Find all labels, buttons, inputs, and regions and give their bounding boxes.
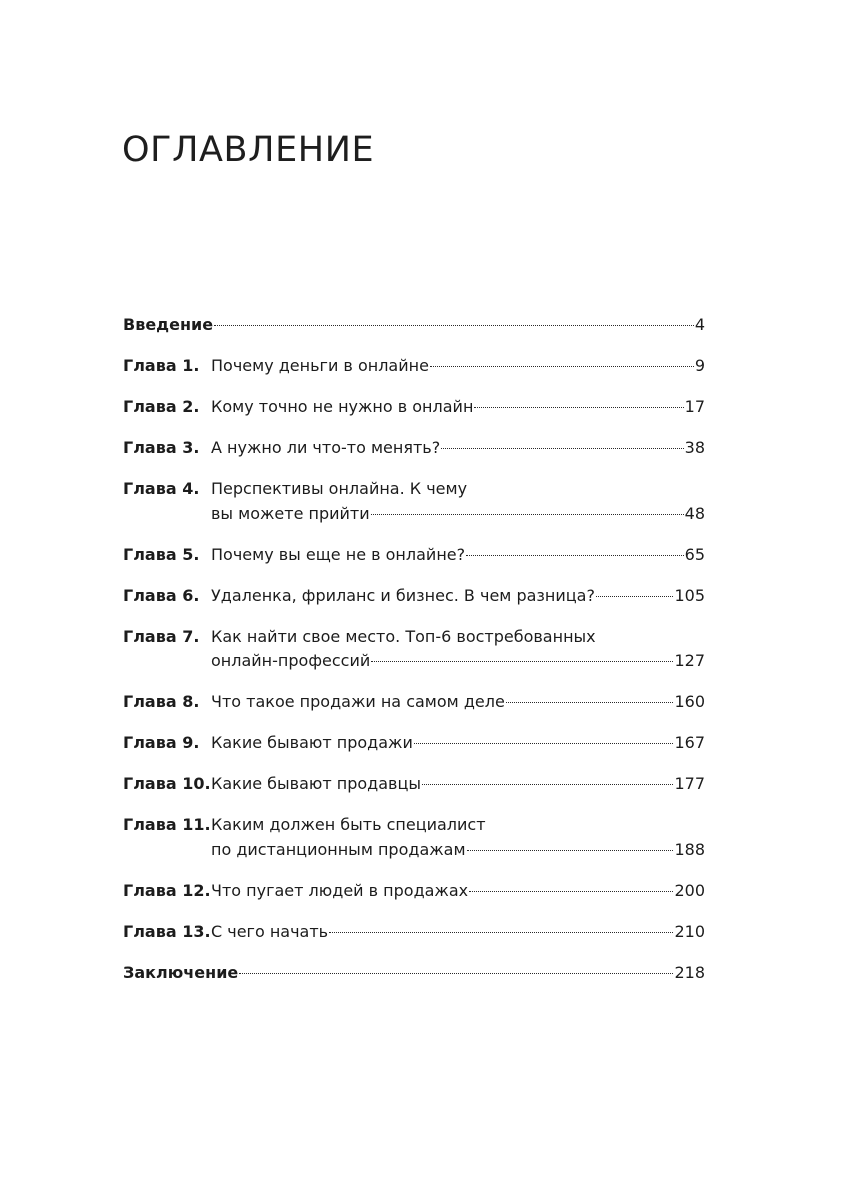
toc-entry-chapter-4[interactable] [123, 477, 705, 526]
dot-leader [214, 325, 694, 326]
page-number: 218 [674, 962, 705, 982]
entry-line [211, 731, 705, 756]
toc-list [123, 313, 705, 1002]
chapter-label: Глава 7. [123, 626, 200, 646]
entry-title: Почему вы еще не в онлайне? [211, 544, 466, 564]
page-number: 200 [674, 880, 705, 900]
entry-body [211, 625, 705, 674]
dot-leader [430, 366, 694, 367]
chapter-label: Глава 11. [123, 815, 211, 834]
entry-title: Какие бывают продавцы [211, 774, 421, 793]
entry-line [211, 584, 705, 609]
chapter-label: Глава 6. [123, 585, 200, 605]
chapter-label: Глава 8. [123, 692, 200, 711]
dot-leader [596, 596, 673, 597]
toc-title: ОГЛАВЛЕНИЕ [122, 130, 375, 170]
dot-leader [422, 784, 673, 785]
entry-line [123, 313, 705, 338]
dot-leader [466, 555, 684, 556]
page-number: 4 [694, 315, 705, 334]
entry-line [211, 690, 705, 715]
dot-leader [441, 448, 683, 449]
page-number: 188 [674, 839, 705, 859]
entry-body [211, 436, 705, 461]
chapter-label: Глава 10. [123, 774, 211, 793]
page-number: 105 [674, 585, 705, 605]
entry-body [211, 395, 705, 420]
toc-entry-chapter-9[interactable] [123, 731, 705, 756]
entry-line [211, 838, 705, 863]
toc-entry-conclusion[interactable] [123, 961, 705, 986]
toc-entry-chapter-3[interactable] [123, 436, 705, 461]
entry-title-continued: вы можете прийти [211, 503, 370, 523]
chapter-label: Глава 9. [123, 733, 200, 752]
entry-line [211, 649, 705, 674]
page-number: 127 [674, 651, 705, 670]
entry-body [211, 772, 705, 797]
entry-title: С чего начать [211, 921, 329, 941]
page-number: 65 [684, 544, 705, 564]
entry-title: Кому точно не нужно в онлайн [211, 397, 474, 416]
entry-line [211, 920, 705, 945]
toc-entry-chapter-7[interactable] [123, 625, 705, 674]
page-number: 17 [684, 397, 705, 416]
entry-title: Что пугает людей в продажах [211, 880, 469, 900]
dot-leader [414, 743, 674, 744]
page-number: 210 [674, 921, 705, 941]
toc-entry-chapter-12[interactable] [123, 879, 705, 904]
dot-leader [467, 850, 674, 851]
dot-leader [329, 932, 673, 933]
entry-line [211, 543, 705, 568]
toc-entry-chapter-1[interactable] [123, 354, 705, 379]
chapter-label: Глава 3. [123, 438, 200, 457]
chapter-label: Глава 12. [123, 880, 211, 900]
entry-title: Перспективы онлайна. К чему [211, 479, 468, 498]
entry-line [211, 879, 705, 904]
entry-title: Как найти свое место. Топ-6 востребованных [211, 626, 596, 646]
entry-body [211, 879, 705, 904]
toc-entry-chapter-13[interactable] [123, 920, 705, 945]
entry-body [211, 477, 705, 526]
page-number: 48 [684, 503, 705, 523]
chapter-label: Глава 2. [123, 397, 200, 416]
dot-leader [371, 514, 684, 515]
toc-entry-chapter-6[interactable] [123, 584, 705, 609]
entry-body [211, 543, 705, 568]
chapter-label: Глава 13. [123, 921, 211, 941]
entry-title: А нужно ли что-то менять? [211, 438, 441, 457]
entry-line [211, 354, 705, 379]
entry-title: Почему деньги в онлайне [211, 356, 429, 375]
entry-line [211, 395, 705, 420]
dot-leader [239, 973, 673, 974]
entry-title: Что такое продажи на самом деле [211, 692, 505, 711]
entry-body [211, 920, 705, 945]
chapter-label: Глава 4. [123, 479, 200, 498]
entry-title: Введение [123, 315, 214, 334]
toc-entry-chapter-8[interactable] [123, 690, 705, 715]
entry-body [211, 354, 705, 379]
entry-body [211, 584, 705, 609]
entry-line [211, 436, 705, 461]
page-number: 177 [674, 774, 705, 793]
chapter-label: Глава 1. [123, 356, 200, 375]
entry-body [211, 690, 705, 715]
entry-title-continued: по дистанционным продажам [211, 839, 466, 859]
toc-entry-chapter-11[interactable] [123, 813, 705, 862]
entry-title-continued: онлайн-профессий [211, 651, 371, 670]
entry-title: Заключение [123, 962, 239, 982]
dot-leader [474, 407, 683, 408]
entry-line [211, 772, 705, 797]
toc-entry-introduction[interactable] [123, 313, 705, 338]
chapter-label: Глава 5. [123, 544, 200, 564]
page-number: 160 [674, 692, 705, 711]
entry-body [211, 731, 705, 756]
entry-line [123, 961, 705, 986]
entry-title: Удаленка, фриланс и бизнес. В чем разница? [211, 585, 595, 605]
dot-leader [506, 702, 674, 703]
entry-body [123, 961, 705, 986]
toc-entry-chapter-5[interactable] [123, 543, 705, 568]
dot-leader [371, 661, 673, 662]
entry-body [123, 313, 705, 338]
dot-leader [469, 891, 673, 892]
toc-entry-chapter-10[interactable] [123, 772, 705, 797]
toc-entry-chapter-2[interactable] [123, 395, 705, 420]
page-number: 167 [674, 733, 705, 752]
page-number: 38 [684, 438, 705, 457]
entry-title: Какие бывают продажи [211, 733, 413, 752]
entry-line [211, 502, 705, 527]
page-number: 9 [694, 356, 705, 375]
entry-title: Каким должен быть специалист [211, 815, 486, 834]
entry-body [211, 813, 705, 862]
